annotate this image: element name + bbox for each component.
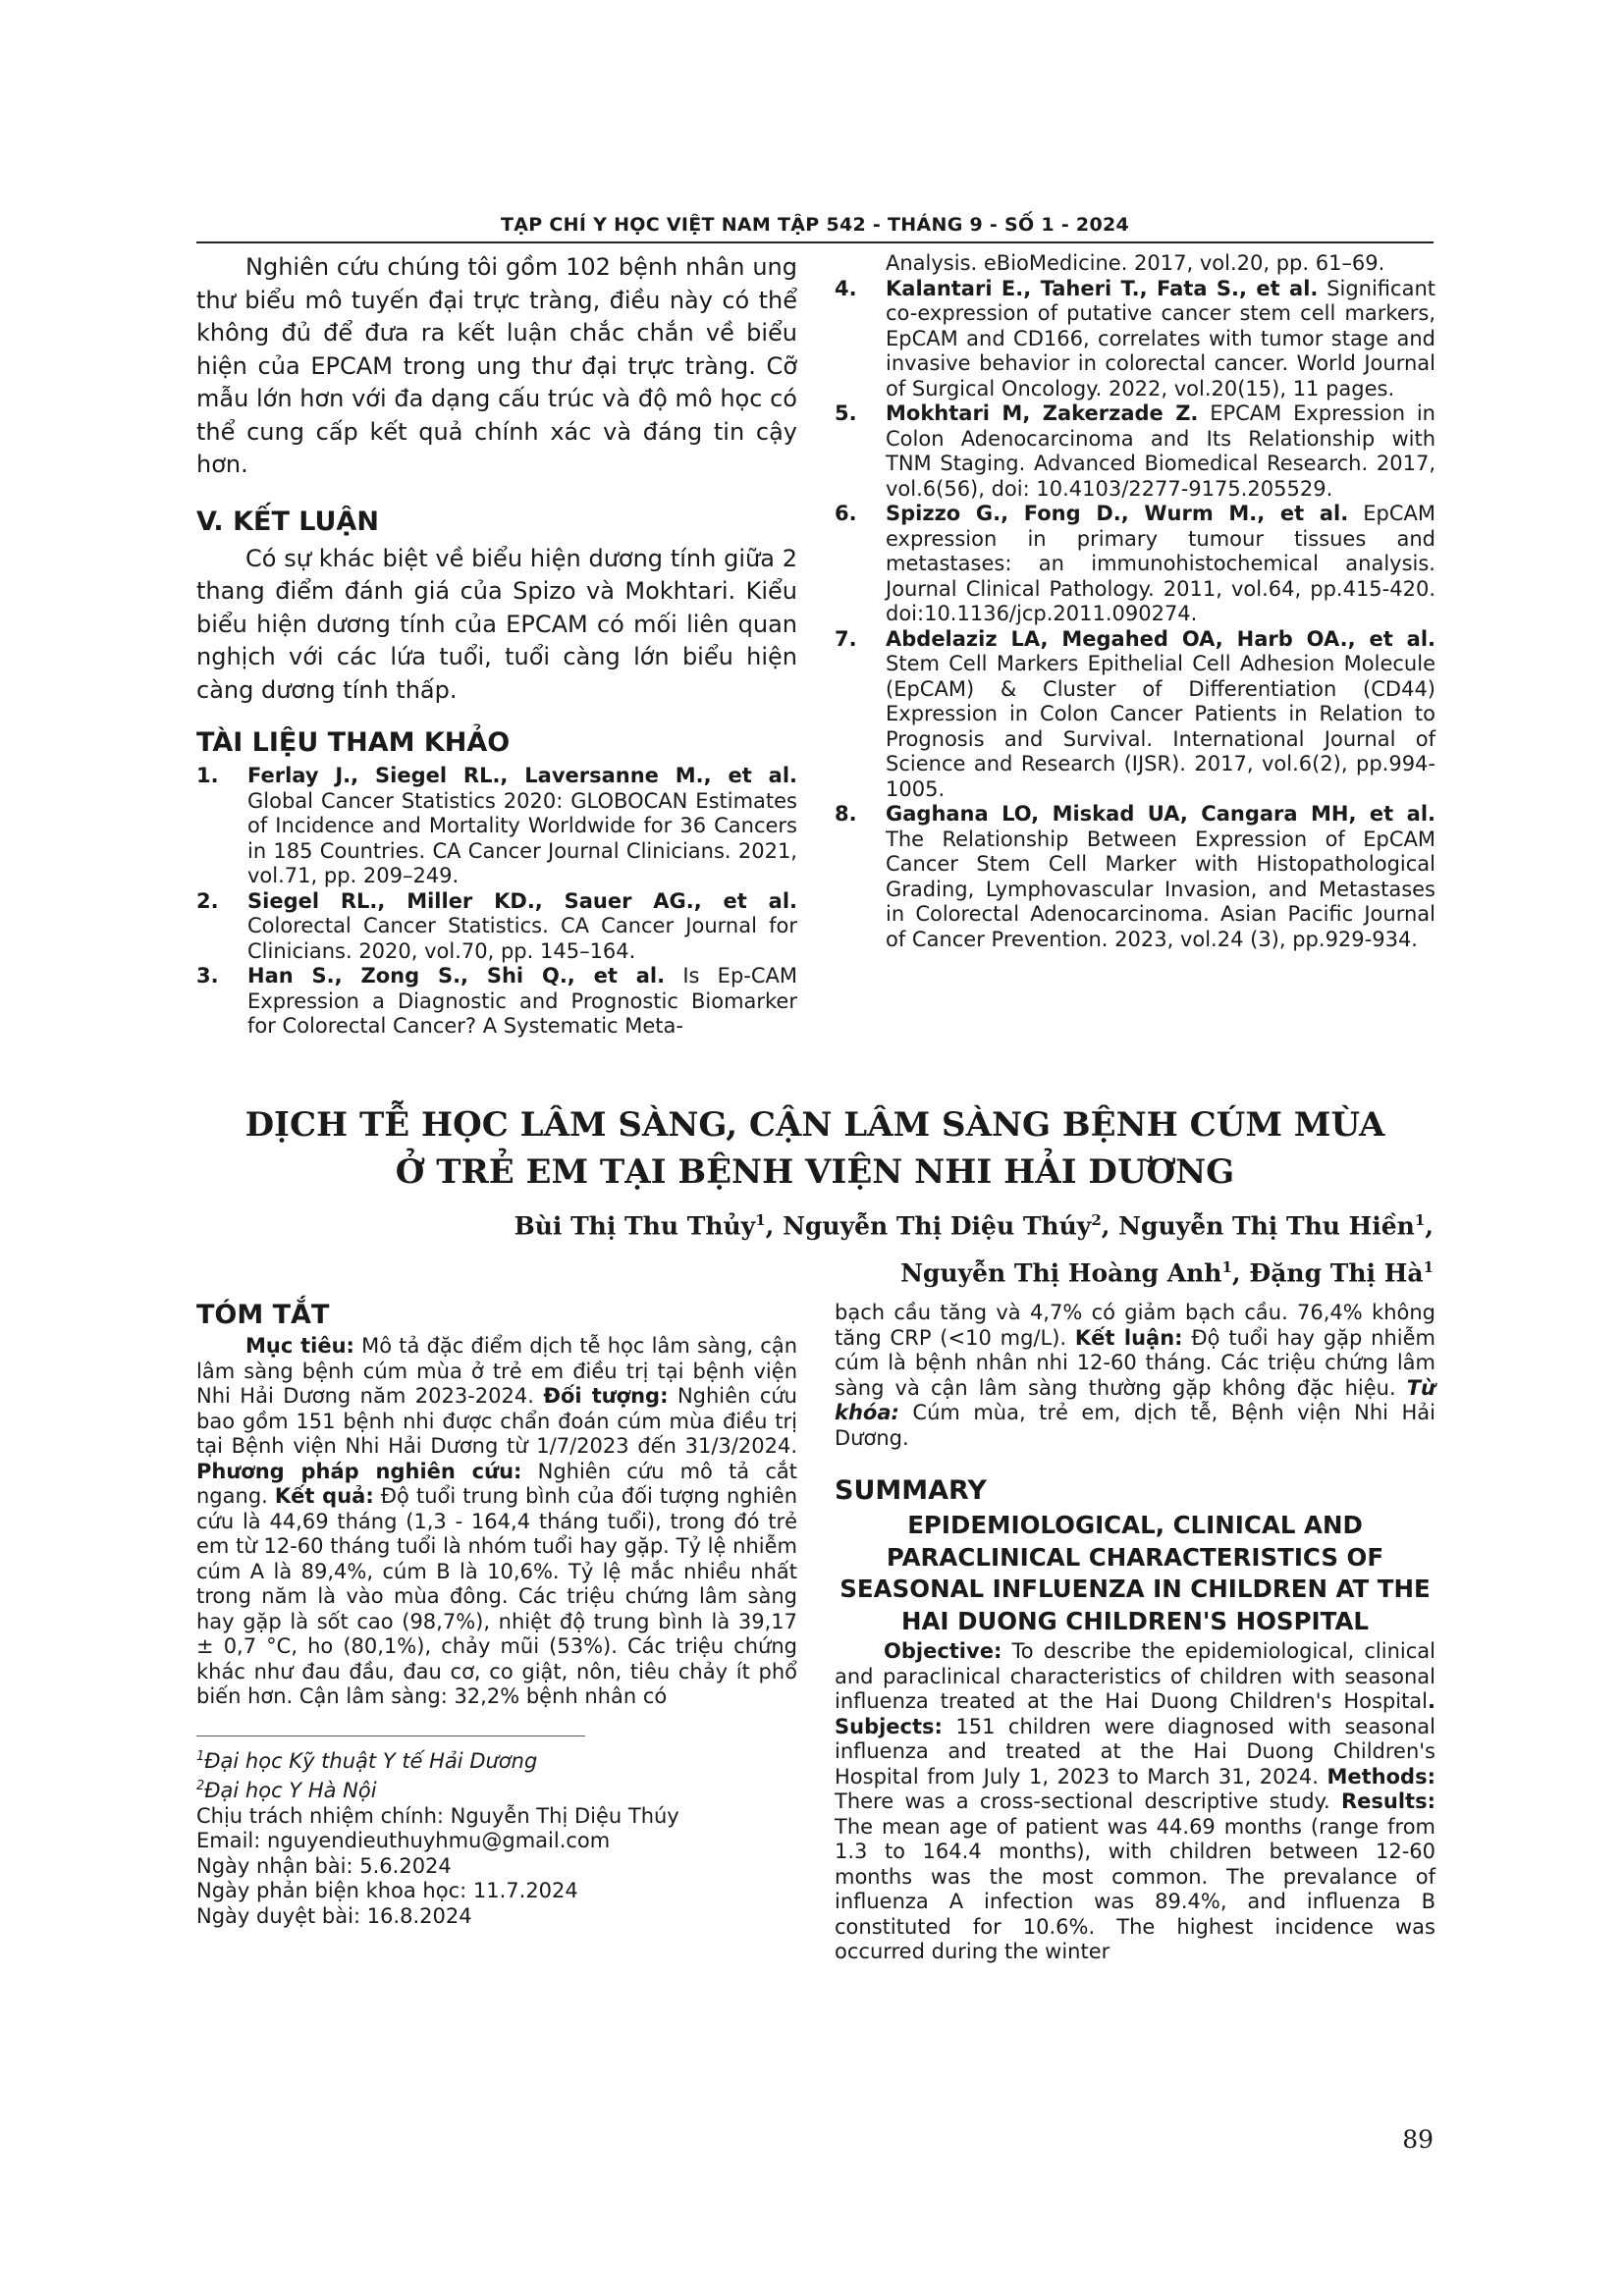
author-name: Bùi Thị Thu Thủy — [514, 1211, 756, 1241]
abstract-heading: TÓM TẮT — [196, 1300, 330, 1330]
reference-authors: Abdelaziz LA, Megahed OA, Harb OA., et al. — [886, 626, 1435, 651]
reference-list-right — [835, 277, 1435, 953]
summary-text: To describe the epidemiological, clinical and paraclinical characteristics of children with seasonal influenza treated at the Hai Duong Children's Hospital — [835, 1639, 1435, 1713]
reference-text: Stem Cell Markers Epithelial Cell Adhesion Molecule (EpCAM) & Cluster of Differentiation (CD44) Expression in Colon Cancer Patients in Relation to Prognosis and Survival. International Journal of Science and Research (IJSR). 2017, vol.6(2), pp.994-1005. — [886, 652, 1435, 801]
abstract-label: Mục tiêu: — [245, 1334, 354, 1358]
reference-number: 1. — [196, 764, 219, 787]
author-affiliation-mark: 1 — [1423, 1258, 1434, 1277]
keywords-text: Cúm mùa, trẻ em, dịch tễ, Bệnh viện Nhi Hải Dương. — [835, 1401, 1435, 1450]
abstract-label: Phương pháp nghiên cứu: — [196, 1459, 522, 1483]
author-list — [353, 1200, 1434, 1295]
author-affiliation-mark: 1 — [1221, 1258, 1232, 1277]
reference-text: Significant co-expression of putative cancer stem cell markers, EpCAM and CD166, correlates with tumor stage and invasive behavior in colorectal cancer. World Journal of Surgical Oncology. 2022, vol.20(15), 11 pages. — [886, 276, 1435, 400]
reference-text: The Relationship Between Expression of EpCAM Cancer Stem Cell Marker with Histopathological Grading, Lymphovascular Invasion, and Metastases in Colorectal Adenocarcinoma. Asian Pacific Journal of Cancer Prevention. 2023, vol.24 (3), pp.929-934. — [886, 827, 1435, 951]
accepted-date: Ngày duyệt bài: 16.8.2024 — [196, 1903, 472, 1928]
summary-text: 151 children were diagnosed with seasonal influenza and treated at the Hai Duong Children's Hospital from July 1, 2023 to March 31, 2024. — [835, 1714, 1435, 1789]
reference-authors: Spizzo G., Fong D., Wurm M., et al. — [886, 502, 1349, 525]
reference-text: Is Ep-CAM Expression a Diagnostic and Prognostic Biomarker for Colorectal Cancer? A Systematic Meta- — [247, 964, 797, 1038]
reference-authors: Ferlay J., Siegel RL., Laversanne M., et al. — [247, 764, 797, 787]
article-title — [196, 1101, 1434, 1196]
received-date: Ngày nhận bài: 5.6.2024 — [196, 1853, 452, 1878]
abstract-paragraph — [196, 1334, 797, 1710]
summary-label: Results: — [1341, 1789, 1435, 1813]
reference-number: 7. — [835, 626, 857, 651]
author-line — [353, 1200, 1434, 1247]
summary-text: There was a cross-sectional descriptive study. — [835, 1789, 1341, 1813]
discussion-paragraph: Nghiên cứu chúng tôi gồm 102 bệnh nhân ung thư biểu mô tuyến đại trực tràng, điều này có thể không đủ để đưa ra kết luận chắc chắn về biểu hiện của EPCAM trong ung thư đại trực tràng. Cỡ mẫu lớn hơn với đa dạng cấu trúc và độ mô học có thể cung cấp kết quả chính xác và đáng tin cậy hơn. — [196, 253, 797, 478]
author-separator: , — [1231, 1258, 1250, 1288]
contact-email: Email: nguyendieuthuyhmu@gmail.com — [196, 1829, 611, 1852]
reference-item — [196, 764, 797, 889]
reference-text: EPCAM Expression in Colon Adenocarcinoma and Its Relationship with TNM Staging. Advanced Biomedical Research. 2017, vol.6(56), doi: 10.4103/2277-9175.205529. — [886, 401, 1435, 501]
author-name: Nguyễn Thị Thu Hiền — [1118, 1211, 1415, 1241]
reference-item — [835, 802, 1435, 952]
footnote-rule — [196, 1735, 585, 1736]
abstract-right-column — [835, 1301, 1435, 1965]
reference-number: 3. — [196, 964, 219, 988]
reference-text: Colorectal Cancer Statistics. CA Cancer Journal for Clinicians. 2020, vol.70, pp. 145–164. — [247, 914, 797, 963]
reference-number: 4. — [835, 276, 857, 300]
article-title-line: DỊCH TỄ HỌC LÂM SÀNG, CẬN LÂM SÀNG BỆNH CÚM MÙA — [244, 1105, 1385, 1145]
reference-authors: Mokhtari M, Zakerzade Z. — [886, 401, 1199, 425]
abstract-text: bạch cầu tăng và 4,7% có giảm bạch cầu. 76,4% không tăng CRP (<10 mg/L). — [835, 1301, 1435, 1350]
summary-label: Methods: — [1326, 1764, 1435, 1789]
reference-continuation: Analysis. eBioMedicine. 2017, vol.20, pp. 61–69. — [886, 251, 1385, 275]
header-rule — [196, 241, 1434, 243]
author-name: Nguyễn Thị Hoàng Anh — [900, 1258, 1222, 1288]
footnote-mark: 1 — [196, 1748, 205, 1764]
reference-number: 5. — [835, 401, 857, 425]
abstract-text: Độ tuổi hay gặp nhiễm cúm là bệnh nhân nhi 12-60 tháng. Các triệu chứng lâm sàng và cận lâm sàng thường gặp không đặc hiệu. — [835, 1325, 1435, 1400]
affiliation-footnote — [196, 1744, 797, 1775]
reference-text: EpCAM expression in primary tumour tissues and metastases: an immunohistochemical analysis. Journal Clinical Pathology. 2011, vol.64, pp.415-420. doi:10.1136/jcp.2011.090274. — [886, 502, 1435, 625]
reference-authors: Kalantari E., Taheri T., Fata S., et al. — [886, 276, 1319, 300]
conclusion-paragraph: Có sự khác biệt về biểu hiện dương tính giữa 2 thang điểm đánh giá của Spizo và Mokhtari. Kiểu biểu hiện dương tính của EPCAM có mối liên quan nghịch với các lứa tuổi, tuổi càng lớn biểu hiện càng dương tính thấp. — [196, 544, 797, 704]
author-separator: , — [765, 1211, 784, 1241]
abstract-text: Mô tả đặc điểm dịch tễ học lâm sàng, cận lâm sàng bệnh cúm mùa ở trẻ em điều trị tại bệnh viện Nhi Hải Dương năm 2023-2024. — [196, 1334, 798, 1408]
conclusion-heading: V. KẾT LUẬN — [196, 506, 379, 537]
reference-item — [835, 401, 1435, 502]
summary-label: Objective: — [884, 1639, 1002, 1663]
abstract-left-column — [196, 1301, 797, 1929]
reference-list-left — [196, 764, 797, 1040]
page-number: 89 — [1402, 2125, 1434, 2154]
author-affiliation-mark: 2 — [1091, 1211, 1102, 1229]
summary-text: The mean age of patient was 44.69 months (range from 1.3 to 164.4 months), with children between 12-60 months was the most common. The prevalance of influenza A infection was 89.4%, and influenza B constituted for 10.6%. The highest incidence was occurred during the winter — [835, 1814, 1435, 1963]
keywords-label: Từ khóa: — [835, 1375, 1435, 1424]
responsible-author: Chịu trách nhiệm chính: Nguyễn Thị Diệu Thúy — [196, 1803, 679, 1828]
footnote-mark: 2 — [196, 1779, 205, 1793]
reference-item — [835, 502, 1435, 627]
abstract-text: Độ tuổi trung bình của đối tượng nghiên cứu là 44,69 tháng (1,3 - 164,4 tháng tuổi), trong đó trẻ em từ 12-60 tháng tuổi là nhóm tuổi hay gặp. Tỷ lệ nhiễm cúm A là 89,4%, cúm B là 10,6%. Tỷ lệ mắc nhiều nhất trong năm là vào mùa đông. Các triệu chứng lâm sàng hay gặp là sốt cao (98,7%), nhiệt độ trung bình là 39,17 ± 0,7 °C, ho (80,1%), chảy mũi (53%). Các triệu chứng khác như đau đầu, đau cơ, co giật, nôn, tiêu chảy ít phổ biến hơn. Cận lâm sàng: 32,2% bệnh nhân có — [196, 1484, 798, 1708]
author-separator: , — [1425, 1211, 1434, 1241]
reference-item — [835, 627, 1435, 803]
abstract-label: Đối tượng: — [543, 1384, 669, 1408]
references-heading: TÀI LIỆU THAM KHẢO — [196, 727, 511, 758]
affiliation-footnote — [196, 1774, 797, 1804]
reference-item — [835, 277, 1435, 402]
reference-item — [196, 889, 797, 965]
summary-heading: SUMMARY — [835, 1475, 987, 1506]
author-affiliation-mark: 1 — [755, 1211, 766, 1229]
reference-number: 6. — [835, 502, 857, 525]
reference-authors: Han S., Zong S., Shi Q., et al. — [247, 964, 666, 988]
prev-article-left-column — [196, 251, 797, 1040]
reference-authors: Siegel RL., Miller KD., Sauer AG., et al. — [247, 888, 797, 913]
running-header: TẠP CHÍ Y HỌC VIỆT NAM TẬP 542 - THÁNG 9 - SỐ 1 - 2024 — [500, 214, 1130, 236]
author-separator: , — [1101, 1211, 1119, 1241]
abstract-continuation — [835, 1301, 1435, 1451]
author-name: Đặng Thị Hà — [1249, 1258, 1424, 1288]
abstract-label: Kết quả: — [274, 1484, 374, 1508]
reference-number: 8. — [835, 802, 857, 826]
author-name: Nguyễn Thị Diệu Thúy — [783, 1211, 1092, 1241]
author-line — [353, 1247, 1434, 1294]
reference-authors: Gaghana LO, Miskad UA, Cangara MH, et al. — [886, 802, 1435, 826]
prev-article-right-column — [835, 251, 1435, 952]
abstract-text: Nghiên cứu mô tả cắt ngang. — [196, 1459, 798, 1508]
summary-title: EPIDEMIOLOGICAL, CLINICAL AND PARACLINICAL CHARACTERISTICS OF SEASONAL INFLUENZA IN CHILDREN AT THE HAI DUONG CHILDREN'S HOSPITAL — [839, 1511, 1431, 1635]
abstract-label: Kết luận: — [1074, 1325, 1183, 1350]
summary-label: . Subjects: — [835, 1689, 1435, 1738]
article-title-line: Ở TRẺ EM TẠI BỆNH VIỆN NHI HẢI DƯƠNG — [395, 1152, 1235, 1192]
review-date: Ngày phản biện khoa học: 11.7.2024 — [196, 1879, 578, 1902]
reference-number: 2. — [196, 888, 219, 913]
summary-paragraph — [835, 1639, 1435, 1965]
reference-item — [196, 964, 797, 1040]
reference-text: Global Cancer Statistics 2020: GLOBOCAN Estimates of Incidence and Mortality Worldwide for 36 Cancers in 185 Countries. CA Cancer Journal Clinicians. 2021, vol.71, pp. 209–249. — [247, 788, 797, 887]
abstract-text: Nghiên cứu bao gồm 151 bệnh nhi được chẩn đoán cúm mùa điều trị tại Bệnh viện Nhi Hải Dương từ 1/7/2023 đến 31/3/2024. — [196, 1384, 797, 1458]
affiliation-text: Đại học Kỹ thuật Y tế Hải Dương — [204, 1748, 538, 1773]
author-affiliation-mark: 1 — [1414, 1211, 1426, 1229]
affiliation-text: Đại học Y Hà Nội — [204, 1779, 377, 1802]
